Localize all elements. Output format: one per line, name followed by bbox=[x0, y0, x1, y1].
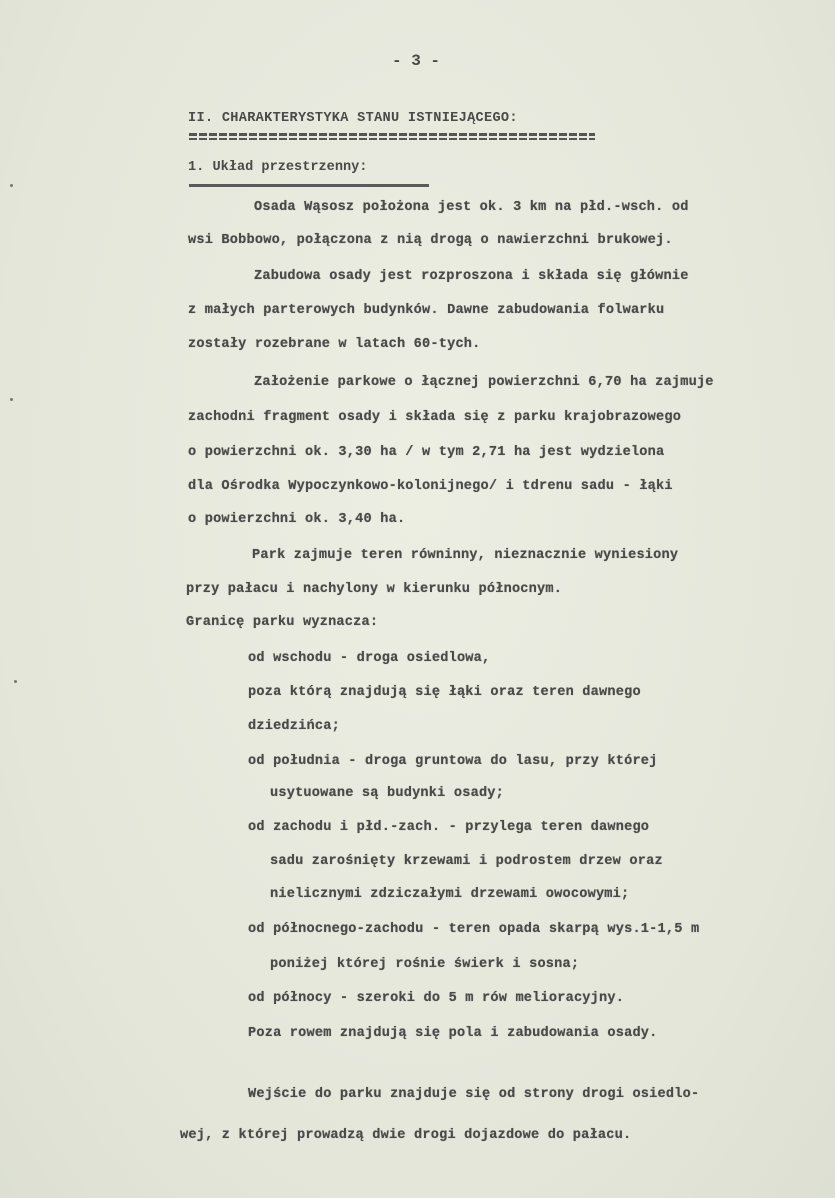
text-line: wej, z której prowadzą dwie drogi dojazdowe do pałacu. bbox=[180, 1128, 632, 1143]
scan-speck bbox=[10, 398, 13, 401]
text-line: zachodni fragment osady i składa się z parku krajobrazowego bbox=[188, 410, 682, 425]
text-line: poza którą znajdują się łąki oraz teren dawnego bbox=[248, 685, 641, 700]
text-line: sadu zarośnięty krzewami i podrostem drzew oraz bbox=[270, 854, 663, 869]
text-line: przy pałacu i nachylony w kierunku północnym. bbox=[186, 582, 563, 597]
text-line: Założenie parkowe o łącznej powierzchni 6,70 ha zajmuje bbox=[254, 375, 714, 390]
text-line: z małych parterowych budynków. Dawne zabudowania folwarku bbox=[188, 303, 665, 318]
text-line: usytuowane są budynki osady; bbox=[270, 786, 505, 801]
text-line: Granicę parku wyznacza: bbox=[186, 615, 379, 630]
text-line: od południa - droga gruntowa do lasu, przy której bbox=[248, 754, 658, 769]
text-line: Osada Wąsosz położona jest ok. 3 km na płd.-wsch. od bbox=[254, 200, 689, 215]
page-number: - 3 - bbox=[392, 52, 441, 70]
double-underline bbox=[189, 133, 595, 136]
text-line: o powierzchni ok. 3,40 ha. bbox=[188, 512, 406, 527]
text-line: Park zajmuje teren równinny, nieznacznie wyniesiony bbox=[252, 548, 679, 563]
text-line: nielicznymi zdziczałymi drzewami owocowymi; bbox=[270, 887, 630, 902]
text-line: Wejście do parku znajduje się od strony drogi osiedlo- bbox=[248, 1087, 700, 1102]
text-line: dla Ośrodka Wypoczynkowo-kolonijnego/ i tdrenu sadu - łąki bbox=[188, 479, 673, 494]
text-line: od zachodu i płd.-zach. - przylega teren dawnego bbox=[248, 820, 650, 835]
text-line: zostały rozebrane w latach 60-tych. bbox=[188, 337, 481, 352]
text-line: wsi Bobbowo, połączona z nią drogą o nawierzchni brukowej. bbox=[188, 233, 673, 248]
text-line: od północnego-zachodu - teren opada skarpą wys.1-1,5 m bbox=[248, 922, 700, 937]
section-heading: II. CHARAKTERYSTYKA STANU ISTNIEJĄCEGO: bbox=[188, 111, 518, 126]
scan-speck bbox=[14, 680, 17, 683]
text-line: Poza rowem znajdują się pola i zabudowania osady. bbox=[248, 1026, 658, 1041]
subsection-heading: 1. Układ przestrzenny: bbox=[188, 160, 368, 175]
scan-speck bbox=[10, 184, 13, 187]
text-line: Zabudowa osady jest rozproszona i składa się głównie bbox=[254, 269, 689, 284]
text-line: poniżej której rośnie świerk i sosna; bbox=[270, 957, 580, 972]
text-line: od północy - szeroki do 5 m rów melioracyjny. bbox=[248, 991, 625, 1006]
text-line: dziedzińca; bbox=[248, 719, 340, 734]
subsection-underline bbox=[189, 184, 429, 187]
text-line: od wschodu - droga osiedlowa, bbox=[248, 651, 491, 666]
text-line: o powierzchni ok. 3,30 ha / w tym 2,71 ha jest wydzielona bbox=[188, 445, 665, 460]
